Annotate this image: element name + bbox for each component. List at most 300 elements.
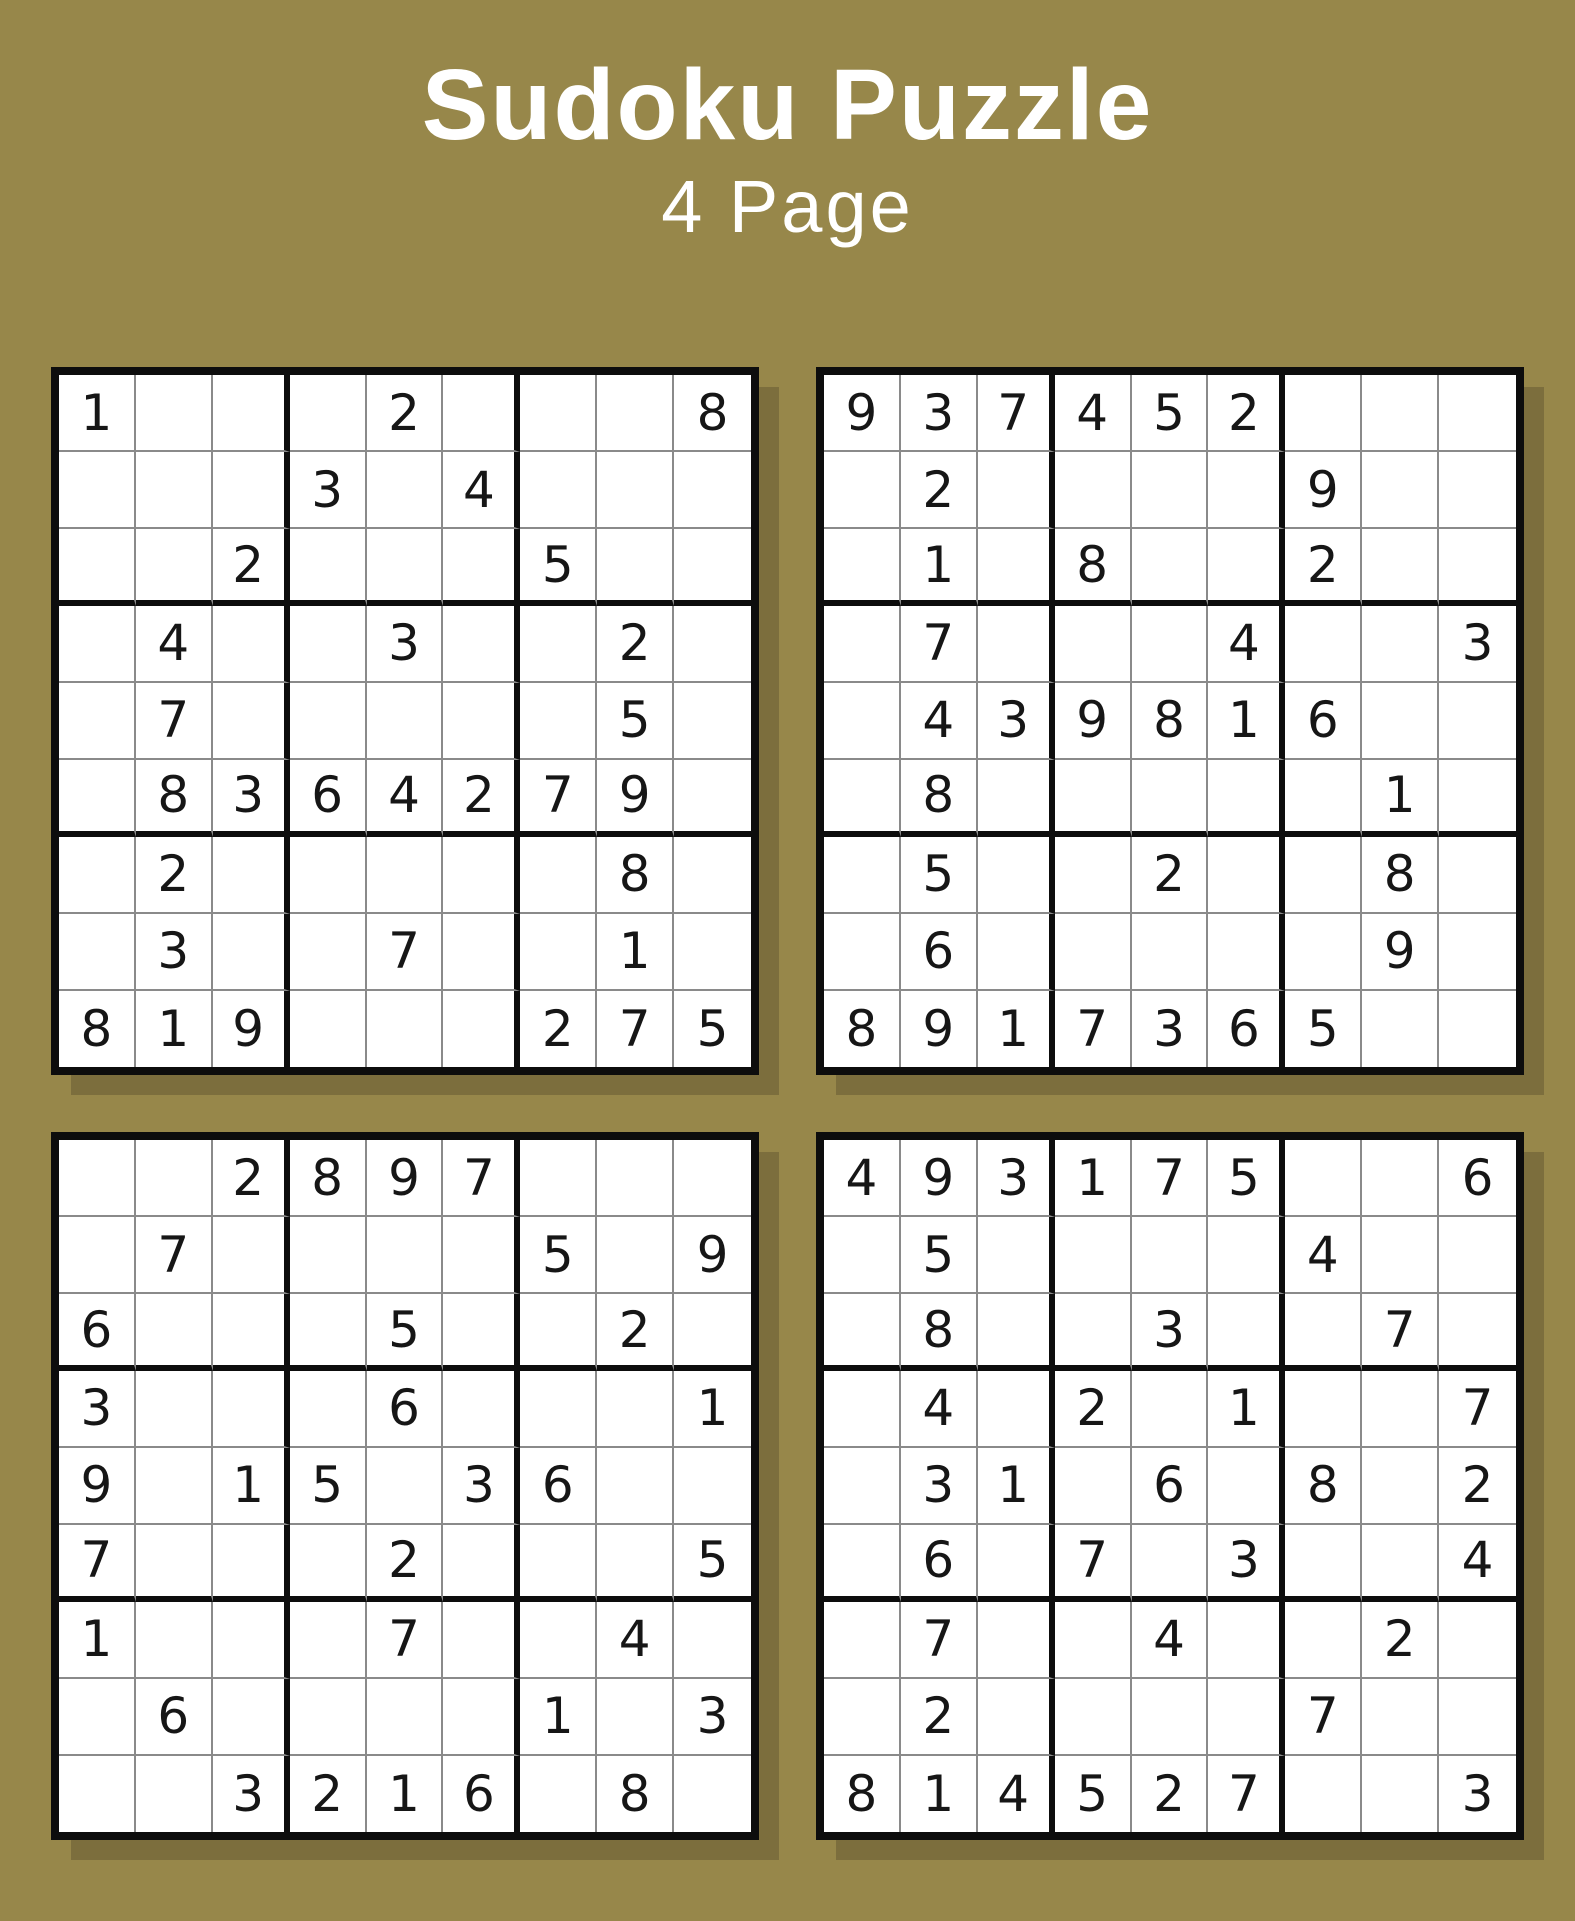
sudoku-1-cell-r6c7: 7	[520, 760, 597, 837]
sudoku-2-cell-r3c2: 1	[901, 529, 978, 606]
sudoku-4-cell-r2c1	[824, 1217, 901, 1294]
sudoku-2-cell-r4c2: 7	[901, 606, 978, 683]
sudoku-1-cell-r6c1	[59, 760, 136, 837]
sudoku-1-cell-r4c3	[213, 606, 290, 683]
sudoku-1-cell-r5c5	[367, 683, 444, 760]
sudoku-4-cell-r7c6	[1208, 1602, 1285, 1679]
sudoku-2-cell-r6c3	[978, 760, 1055, 837]
sudoku-3-cell-r3c1: 6	[59, 1294, 136, 1371]
sudoku-4-cell-r5c9: 2	[1439, 1448, 1516, 1525]
sudoku-4-cell-r8c4	[1055, 1679, 1132, 1756]
sudoku-3-cell-r2c5	[367, 1217, 444, 1294]
sudoku-3-cell-r8c9: 3	[674, 1679, 751, 1756]
sudoku-3-cell-r6c1: 7	[59, 1525, 136, 1602]
sudoku-4-cell-r2c2: 5	[901, 1217, 978, 1294]
sudoku-2-cell-r2c8	[1362, 452, 1439, 529]
sudoku-4-cell-r3c1	[824, 1294, 901, 1371]
sudoku-4-cell-r4c4: 2	[1055, 1371, 1132, 1448]
sudoku-4-cell-r7c3	[978, 1602, 1055, 1679]
sudoku-1-cell-r8c7	[520, 914, 597, 991]
sudoku-1-cell-r3c8	[597, 529, 674, 606]
sudoku-4-cell-r8c8	[1362, 1679, 1439, 1756]
sudoku-1-cell-r7c3	[213, 837, 290, 914]
sudoku-2-cell-r7c5: 2	[1132, 837, 1209, 914]
sudoku-2-cell-r4c3	[978, 606, 1055, 683]
sudoku-1-cell-r5c1	[59, 683, 136, 760]
sudoku-4-cell-r1c4: 1	[1055, 1140, 1132, 1217]
sudoku-2-cell-r3c7: 2	[1285, 529, 1362, 606]
sudoku-2-cell-r5c8	[1362, 683, 1439, 760]
sudoku-1-cell-r4c9	[674, 606, 751, 683]
sudoku-4-cell-r7c8: 2	[1362, 1602, 1439, 1679]
sudoku-4-cell-r5c3: 1	[978, 1448, 1055, 1525]
sudoku-3-cell-r7c6	[443, 1602, 520, 1679]
sudoku-4-cell-r7c5: 4	[1132, 1602, 1209, 1679]
sudoku-2-cell-r8c4	[1055, 914, 1132, 991]
sudoku-1-cell-r1c8	[597, 375, 674, 452]
sudoku-2-cell-r1c1: 9	[824, 375, 901, 452]
sudoku-4-cell-r1c3: 3	[978, 1140, 1055, 1217]
sudoku-3-cell-r7c9	[674, 1602, 751, 1679]
sudoku-3-cell-r5c9	[674, 1448, 751, 1525]
sudoku-3-cell-r8c6	[443, 1679, 520, 1756]
sudoku-3-cell-r5c3: 1	[213, 1448, 290, 1525]
sudoku-4-cell-r3c5: 3	[1132, 1294, 1209, 1371]
sudoku-1-cell-r7c7	[520, 837, 597, 914]
sudoku-1-cell-r3c7: 5	[520, 529, 597, 606]
sudoku-1-cell-r4c2: 4	[136, 606, 213, 683]
sudoku-1-cell-r3c6	[443, 529, 520, 606]
sudoku-1-cell-r5c9	[674, 683, 751, 760]
sudoku-grid-3	[51, 1132, 759, 1840]
sudoku-1-cell-r3c4	[290, 529, 367, 606]
sudoku-4-cell-r9c8	[1362, 1756, 1439, 1833]
sudoku-1-cell-r9c7: 2	[520, 991, 597, 1068]
sudoku-1-cell-r2c7	[520, 452, 597, 529]
sudoku-2-cell-r7c2: 5	[901, 837, 978, 914]
sudoku-3-cell-r1c9	[674, 1140, 751, 1217]
sudoku-2-cell-r6c4	[1055, 760, 1132, 837]
sudoku-1-cell-r5c8: 5	[597, 683, 674, 760]
sudoku-3-cell-r3c8: 2	[597, 1294, 674, 1371]
sudoku-2-cell-r3c3	[978, 529, 1055, 606]
sudoku-4-cell-r5c5: 6	[1132, 1448, 1209, 1525]
sudoku-2-cell-r7c9	[1439, 837, 1516, 914]
sudoku-3-cell-r5c4: 5	[290, 1448, 367, 1525]
sudoku-2-cell-r8c5	[1132, 914, 1209, 991]
page-title: Sudoku Puzzle	[421, 49, 1154, 161]
sudoku-grid-1	[51, 367, 759, 1075]
sudoku-2-cell-r5c4: 9	[1055, 683, 1132, 760]
sudoku-2-cell-r9c4: 7	[1055, 991, 1132, 1068]
sudoku-3-cell-r7c1: 1	[59, 1602, 136, 1679]
sudoku-4-cell-r7c9	[1439, 1602, 1516, 1679]
sudoku-1-cell-r8c9	[674, 914, 751, 991]
sudoku-4-cell-r2c8	[1362, 1217, 1439, 1294]
sudoku-1-cell-r4c4	[290, 606, 367, 683]
sudoku-1-cell-r7c1	[59, 837, 136, 914]
sudoku-3-cell-r7c4	[290, 1602, 367, 1679]
sudoku-1-cell-r9c1: 8	[59, 991, 136, 1068]
sudoku-1-cell-r8c5: 7	[367, 914, 444, 991]
sudoku-1-cell-r7c2: 2	[136, 837, 213, 914]
sudoku-1-cell-r7c6	[443, 837, 520, 914]
sudoku-3-cell-r8c3	[213, 1679, 290, 1756]
sudoku-2-cell-r1c4: 4	[1055, 375, 1132, 452]
sudoku-1-cell-r5c2: 7	[136, 683, 213, 760]
sudoku-3-cell-r7c3	[213, 1602, 290, 1679]
sudoku-2-cell-r3c4: 8	[1055, 529, 1132, 606]
sudoku-2-cell-r6c5	[1132, 760, 1209, 837]
sudoku-4-cell-r1c6: 5	[1208, 1140, 1285, 1217]
sudoku-4-cell-r9c9: 3	[1461, 1764, 1494, 1823]
sudoku-1-cell-r9c4	[290, 991, 367, 1068]
sudoku-2-cell-r5c6: 1	[1208, 683, 1285, 760]
sudoku-4-cell-r8c7: 7	[1285, 1679, 1362, 1756]
sudoku-2-cell-r2c4	[1055, 452, 1132, 529]
sudoku-3-cell-r4c1: 3	[59, 1371, 136, 1448]
sudoku-1-cell-r5c7	[520, 683, 597, 760]
sudoku-1-cell-r1c2	[136, 375, 213, 452]
sudoku-3-cell-r4c2	[136, 1371, 213, 1448]
sudoku-1-cell-r8c2: 3	[136, 914, 213, 991]
sudoku-3-cell-r9c8: 8	[597, 1756, 674, 1833]
sudoku-3-cell-r4c6	[443, 1371, 520, 1448]
sudoku-4-cell-r2c6	[1208, 1217, 1285, 1294]
sudoku-4-cell-r3c2: 8	[901, 1294, 978, 1371]
sudoku-4-cell-r7c2: 7	[901, 1602, 978, 1679]
sudoku-1-cell-r6c9	[674, 760, 751, 837]
sudoku-4-cell-r3c6	[1208, 1294, 1285, 1371]
sudoku-2-cell-r8c3	[978, 914, 1055, 991]
sudoku-2-cell-r7c7	[1285, 837, 1362, 914]
sudoku-1-cell-r9c6	[443, 991, 520, 1068]
sudoku-1-cell-r6c8: 9	[597, 760, 674, 837]
sudoku-2-cell-r8c8: 9	[1362, 914, 1439, 991]
sudoku-3-cell-r8c8	[597, 1679, 674, 1756]
sudoku-2-cell-r4c7	[1285, 606, 1362, 683]
sudoku-4-cell-r3c9	[1439, 1294, 1516, 1371]
sudoku-2-cell-r7c1	[824, 837, 901, 914]
sudoku-2-cell-r4c6: 4	[1208, 606, 1285, 683]
sudoku-2-cell-r1c9	[1439, 375, 1516, 452]
sudoku-2-cell-r9c3: 1	[978, 991, 1055, 1068]
sudoku-4-cell-r9c7	[1285, 1756, 1362, 1833]
sudoku-2-cell-r3c1	[824, 529, 901, 606]
sudoku-1-cell-r1c9: 8	[674, 375, 751, 452]
sudoku-2-cell-r4c8	[1362, 606, 1439, 683]
sudoku-4-cell-r6c7	[1285, 1525, 1362, 1602]
sudoku-1-cell-r6c5: 4	[367, 760, 444, 837]
sudoku-4-cell-r5c8	[1362, 1448, 1439, 1525]
sudoku-1-cell-r6c4: 6	[290, 760, 367, 837]
sudoku-4-cell-r9c5: 2	[1132, 1756, 1209, 1833]
sudoku-2-cell-r4c5	[1132, 606, 1209, 683]
sudoku-1-cell-r3c1	[59, 529, 136, 606]
sudoku-2-cell-r1c5: 5	[1132, 375, 1209, 452]
sudoku-4-cell-r1c7	[1285, 1140, 1362, 1217]
sudoku-1-cell-r2c6: 4	[443, 452, 520, 529]
sudoku-2-cell-r5c7: 6	[1285, 683, 1362, 760]
sudoku-2-cell-r6c7	[1285, 760, 1362, 837]
sudoku-3-cell-r6c3	[213, 1525, 290, 1602]
sudoku-4-cell-r5c7: 8	[1285, 1448, 1362, 1525]
sudoku-1-cell-r8c4	[290, 914, 367, 991]
sudoku-1-cell-r5c6	[443, 683, 520, 760]
sudoku-4-cell-r3c8: 7	[1362, 1294, 1439, 1371]
sudoku-4-cell-r4c2: 4	[901, 1371, 978, 1448]
sudoku-3-cell-r8c1	[59, 1679, 136, 1756]
sudoku-4-cell-r6c4: 7	[1055, 1525, 1132, 1602]
sudoku-2-cell-r8c6	[1208, 914, 1285, 991]
sudoku-2-cell-r3c9	[1439, 529, 1516, 606]
sudoku-4-cell-r6c6: 3	[1208, 1525, 1285, 1602]
sudoku-4-cell-r2c7: 4	[1285, 1217, 1362, 1294]
sudoku-2-cell-r4c9: 3	[1439, 606, 1516, 683]
sudoku-2-cell-r2c7: 9	[1285, 452, 1362, 529]
sudoku-2-cell-r3c6	[1208, 529, 1285, 606]
sudoku-3-cell-r6c8	[597, 1525, 674, 1602]
sudoku-2-cell-r2c6	[1208, 452, 1285, 529]
sudoku-2-cell-r3c8	[1362, 529, 1439, 606]
sudoku-1-cell-r3c5	[367, 529, 444, 606]
sudoku-4-cell-r4c6: 1	[1208, 1371, 1285, 1448]
sudoku-3-cell-r9c5: 1	[367, 1756, 444, 1833]
sudoku-grid-2	[816, 367, 1524, 1075]
sudoku-1-cell-r3c2	[136, 529, 213, 606]
sudoku-2-cell-r8c2: 6	[901, 914, 978, 991]
sudoku-2-cell-r2c9	[1439, 452, 1516, 529]
sudoku-2-cell-r2c1	[824, 452, 901, 529]
sudoku-2-cell-r6c6	[1208, 760, 1285, 837]
sudoku-1-cell-r9c3: 9	[213, 991, 290, 1068]
sudoku-2-cell-r8c7	[1285, 914, 1362, 991]
sudoku-grid-4	[816, 1132, 1524, 1840]
sudoku-1-cell-r8c1	[59, 914, 136, 991]
sudoku-1-cell-r9c5	[367, 991, 444, 1068]
sudoku-3-cell-r7c8: 4	[597, 1602, 674, 1679]
sudoku-1-cell-r4c1	[59, 606, 136, 683]
sudoku-1-cell-r7c5	[367, 837, 444, 914]
sudoku-3-cell-r3c3	[213, 1294, 290, 1371]
sudoku-4-cell-r6c3	[978, 1525, 1055, 1602]
sudoku-3-cell-r2c2: 7	[136, 1217, 213, 1294]
sudoku-2-cell-r8c9	[1439, 914, 1516, 991]
sudoku-2-cell-r9c2: 9	[901, 991, 978, 1068]
sudoku-2-cell-r9c9	[1439, 991, 1516, 1068]
sudoku-1-cell-r1c5: 2	[367, 375, 444, 452]
sudoku-1-cell-r5c3	[213, 683, 290, 760]
sudoku-2-cell-r5c9	[1439, 683, 1516, 760]
sudoku-4-cell-r6c2: 6	[901, 1525, 978, 1602]
sudoku-1-cell-r6c3: 3	[213, 760, 290, 837]
sudoku-3-cell-r9c4: 2	[290, 1756, 367, 1833]
sudoku-4-cell-r9c4: 5	[1055, 1756, 1132, 1833]
sudoku-4-cell-r6c8	[1362, 1525, 1439, 1602]
sudoku-3-cell-r4c5: 6	[367, 1371, 444, 1448]
sudoku-4-cell-r1c2: 9	[901, 1140, 978, 1217]
sudoku-3-cell-r2c9: 9	[674, 1217, 751, 1294]
sudoku-4-cell-r1c8	[1362, 1140, 1439, 1217]
sudoku-2-cell-r6c8: 1	[1362, 760, 1439, 837]
sudoku-3-cell-r1c6: 7	[443, 1140, 520, 1217]
sudoku-1-cell-r8c8: 1	[597, 914, 674, 991]
sudoku-2-cell-r7c6	[1208, 837, 1285, 914]
sudoku-2-cell-r1c2: 3	[901, 375, 978, 452]
sudoku-3-cell-r4c9: 1	[674, 1371, 751, 1448]
sudoku-3-cell-r8c7: 1	[520, 1679, 597, 1756]
sudoku-2-cell-r5c2: 4	[901, 683, 978, 760]
sudoku-1-cell-r8c6	[443, 914, 520, 991]
sudoku-4-cell-r7c7	[1285, 1602, 1362, 1679]
sudoku-1-cell-r7c4	[290, 837, 367, 914]
sudoku-1-cell-r4c7	[520, 606, 597, 683]
sudoku-1-cell-r1c1: 1	[59, 375, 136, 452]
sudoku-3-cell-r3c7	[520, 1294, 597, 1371]
sudoku-4-cell-r9c3: 4	[978, 1756, 1055, 1833]
sudoku-3-cell-r7c5: 7	[367, 1602, 444, 1679]
sudoku-1-cell-r2c2	[136, 452, 213, 529]
sudoku-3-cell-r8c2: 6	[136, 1679, 213, 1756]
sudoku-1-cell-r2c5	[367, 452, 444, 529]
sudoku-3-cell-r5c8	[597, 1448, 674, 1525]
sudoku-1-cell-r2c3	[213, 452, 290, 529]
sudoku-1-cell-r9c9: 5	[696, 999, 729, 1058]
sudoku-1-cell-r5c4	[290, 683, 367, 760]
sudoku-3-cell-r3c5: 5	[367, 1294, 444, 1371]
sudoku-4-cell-r9c2: 1	[901, 1756, 978, 1833]
sudoku-3-cell-r6c7	[520, 1525, 597, 1602]
sudoku-3-cell-r6c5: 2	[367, 1525, 444, 1602]
sudoku-4-cell-r2c5	[1132, 1217, 1209, 1294]
sudoku-4-cell-r5c4	[1055, 1448, 1132, 1525]
sudoku-3-cell-r3c4	[290, 1294, 367, 1371]
sudoku-2-cell-r9c8	[1362, 991, 1439, 1068]
sudoku-1-cell-r6c2: 8	[136, 760, 213, 837]
sudoku-3-cell-r3c9	[674, 1294, 751, 1371]
sudoku-2-cell-r4c1	[824, 606, 901, 683]
sudoku-4-cell-r5c6	[1208, 1448, 1285, 1525]
sudoku-3-cell-r2c1	[59, 1217, 136, 1294]
sudoku-4-cell-r4c3	[978, 1371, 1055, 1448]
sudoku-4-cell-r9c1: 8	[824, 1756, 901, 1833]
sudoku-1-cell-r2c8	[597, 452, 674, 529]
sudoku-2-cell-r5c1	[824, 683, 901, 760]
sudoku-4-cell-r8c2: 2	[901, 1679, 978, 1756]
sudoku-4-cell-r8c1	[824, 1679, 901, 1756]
sudoku-2-cell-r5c3: 3	[978, 683, 1055, 760]
sudoku-4-cell-r8c9	[1439, 1679, 1516, 1756]
sudoku-3-cell-r5c2	[136, 1448, 213, 1525]
sudoku-2-cell-r2c3	[978, 452, 1055, 529]
sudoku-4-cell-r7c4	[1055, 1602, 1132, 1679]
sudoku-2-cell-r1c7	[1285, 375, 1362, 452]
sudoku-4-cell-r1c9: 6	[1439, 1140, 1516, 1217]
sudoku-1-cell-r1c3	[213, 375, 290, 452]
sudoku-3-cell-r6c6	[443, 1525, 520, 1602]
sudoku-3-cell-r1c3: 2	[213, 1140, 290, 1217]
sudoku-4-cell-r8c5	[1132, 1679, 1209, 1756]
sudoku-3-cell-r2c3	[213, 1217, 290, 1294]
sudoku-4-cell-r4c5	[1132, 1371, 1209, 1448]
sudoku-3-cell-r9c3: 3	[213, 1756, 290, 1833]
sudoku-4-cell-r4c1	[824, 1371, 901, 1448]
sudoku-3-cell-r9c9	[674, 1756, 751, 1833]
sudoku-4-cell-r3c4	[1055, 1294, 1132, 1371]
sudoku-3-cell-r5c7: 6	[520, 1448, 597, 1525]
sudoku-2-cell-r9c6: 6	[1208, 991, 1285, 1068]
sudoku-2-cell-r9c5: 3	[1132, 991, 1209, 1068]
sudoku-2-cell-r6c1	[824, 760, 901, 837]
sudoku-2-cell-r2c2: 2	[901, 452, 978, 529]
sudoku-2-cell-r4c4	[1055, 606, 1132, 683]
sudoku-3-cell-r1c2	[136, 1140, 213, 1217]
sudoku-4-cell-r8c3	[978, 1679, 1055, 1756]
sudoku-1-cell-r1c4	[290, 375, 367, 452]
sudoku-4-cell-r2c3	[978, 1217, 1055, 1294]
sudoku-3-cell-r1c5: 9	[367, 1140, 444, 1217]
sudoku-1-cell-r6c6: 2	[443, 760, 520, 837]
sudoku-3-cell-r3c2	[136, 1294, 213, 1371]
sudoku-4-cell-r4c7	[1285, 1371, 1362, 1448]
sudoku-1-cell-r4c8: 2	[597, 606, 674, 683]
sudoku-3-cell-r2c8	[597, 1217, 674, 1294]
sudoku-3-cell-r4c8	[597, 1371, 674, 1448]
sudoku-4-cell-r2c9	[1439, 1217, 1516, 1294]
sudoku-2-cell-r7c3	[978, 837, 1055, 914]
sudoku-3-cell-r5c1: 9	[59, 1448, 136, 1525]
sudoku-3-cell-r5c5	[367, 1448, 444, 1525]
sudoku-1-cell-r4c6	[443, 606, 520, 683]
sudoku-4-cell-r4c9: 7	[1439, 1371, 1516, 1448]
sudoku-2-cell-r1c6: 2	[1208, 375, 1285, 452]
sudoku-4-cell-r1c1: 4	[824, 1140, 901, 1217]
sudoku-4-cell-r8c6	[1208, 1679, 1285, 1756]
sudoku-3-cell-r2c6	[443, 1217, 520, 1294]
sudoku-2-cell-r5c5: 8	[1132, 683, 1209, 760]
sudoku-2-cell-r7c4	[1055, 837, 1132, 914]
sudoku-2-cell-r1c8	[1362, 375, 1439, 452]
sudoku-2-cell-r9c1: 8	[824, 991, 901, 1068]
sudoku-3-cell-r7c2	[136, 1602, 213, 1679]
sudoku-1-cell-r7c8: 8	[597, 837, 674, 914]
sudoku-4-cell-r3c3	[978, 1294, 1055, 1371]
sudoku-2-cell-r6c9	[1439, 760, 1516, 837]
sudoku-4-cell-r2c4	[1055, 1217, 1132, 1294]
sudoku-4-cell-r5c1	[824, 1448, 901, 1525]
sudoku-1-cell-r1c6	[443, 375, 520, 452]
sudoku-1-cell-r4c5: 3	[367, 606, 444, 683]
sudoku-1-cell-r8c3	[213, 914, 290, 991]
sudoku-2-cell-r1c3: 7	[978, 375, 1055, 452]
sudoku-4-cell-r6c9: 4	[1439, 1525, 1516, 1602]
sudoku-2-cell-r2c5	[1132, 452, 1209, 529]
sudoku-2-cell-r6c2: 8	[901, 760, 978, 837]
sudoku-4-cell-r7c1	[824, 1602, 901, 1679]
sudoku-4-cell-r6c1	[824, 1525, 901, 1602]
sudoku-1-cell-r2c9	[674, 452, 751, 529]
sudoku-4-cell-r1c5: 7	[1132, 1140, 1209, 1217]
sudoku-2-cell-r3c5	[1132, 529, 1209, 606]
sudoku-3-cell-r3c6	[443, 1294, 520, 1371]
sudoku-1-cell-r3c3: 2	[213, 529, 290, 606]
sudoku-4-cell-r6c5	[1132, 1525, 1209, 1602]
sudoku-4-cell-r4c8	[1362, 1371, 1439, 1448]
sudoku-3-cell-r1c7	[520, 1140, 597, 1217]
sudoku-3-cell-r9c1	[59, 1756, 136, 1833]
sudoku-3-cell-r7c7	[520, 1602, 597, 1679]
sudoku-3-cell-r2c7: 5	[520, 1217, 597, 1294]
